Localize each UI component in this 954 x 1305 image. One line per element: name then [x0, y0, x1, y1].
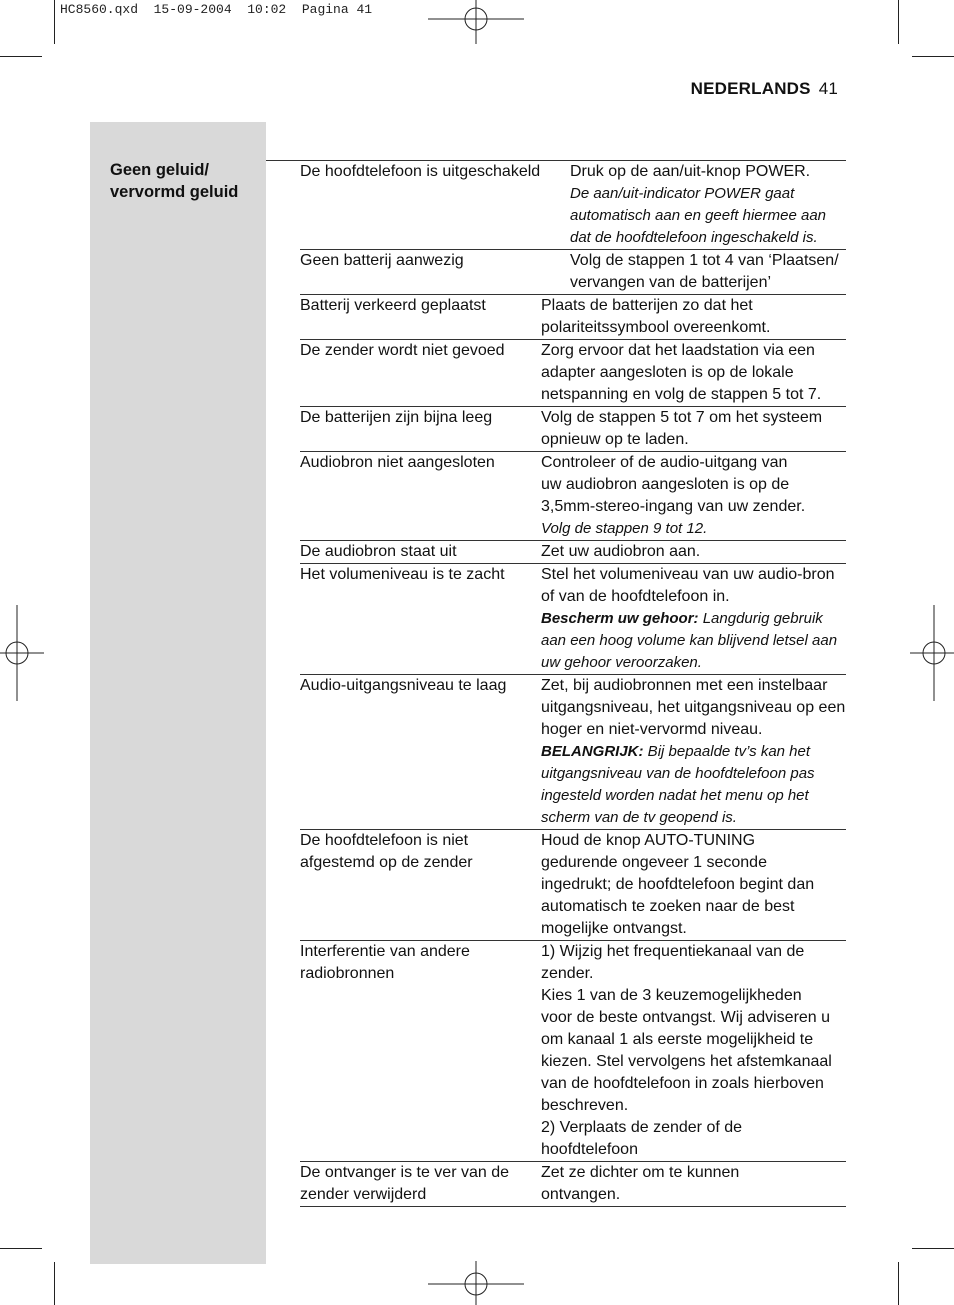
problem-cause: [300, 1162, 541, 1206]
registration-mark-icon: [428, 1261, 524, 1305]
crop-mark: [898, 0, 899, 44]
remedy-text: of van de hoofdtelefoon in.: [541, 588, 730, 605]
remedy-line: [541, 1117, 846, 1139]
crop-mark: [0, 1248, 42, 1249]
remedy-line: [541, 384, 846, 406]
remedy-text: Zorg ervoor dat het laadstation via een: [541, 342, 815, 359]
problem-cause: [300, 407, 541, 451]
problem-cause: [300, 295, 541, 339]
remedy-line: [541, 963, 846, 985]
remedy-text: Volg de stappen 5 tot 7 om het systeem: [541, 409, 823, 426]
remedy-line: [570, 227, 846, 249]
remedy-line: [541, 1162, 846, 1184]
crop-mark: [912, 1248, 954, 1249]
remedy-text: vervangen van de batterijen’: [570, 274, 772, 291]
table-row: [300, 339, 846, 406]
table-row: [300, 160, 846, 249]
remedy-line: [541, 852, 846, 874]
problem-cause: [300, 675, 541, 829]
remedy-line: [570, 250, 846, 272]
problem-cause: [300, 161, 570, 249]
remedy-text: De aan/uit-indicator POWER gaat: [570, 185, 795, 202]
cause-line: Batterij verkeerd geplaatst: [300, 297, 486, 314]
crop-mark: [54, 0, 55, 44]
remedy-text: Volg de stappen 9 tot 12.: [541, 520, 708, 537]
remedy-text: ontvangen.: [541, 1186, 621, 1203]
remedy-text: 1) Wijzig het frequentiekanaal van de: [541, 943, 805, 960]
problem-remedy: [570, 161, 846, 249]
remedy-text: Bij bepaalde tv’s kan het: [643, 743, 811, 760]
crop-mark: [0, 56, 42, 57]
remedy-line: [541, 697, 846, 719]
remedy-text: scherm van de tv geopend is.: [541, 809, 737, 826]
remedy-text: Druk op de aan/uit-knop POWER.: [570, 163, 811, 180]
remedy-line: [570, 161, 846, 183]
cause-line: De hoofdtelefoon is uitgeschakeld: [300, 163, 541, 180]
problem-cause: [300, 941, 541, 1161]
table-row: [300, 563, 846, 674]
remedy-line: [541, 896, 846, 918]
remedy-text: Controleer of de audio-uitgang van: [541, 454, 788, 471]
problem-remedy: [541, 564, 846, 674]
remedy-text: Zet uw audiobron aan.: [541, 543, 701, 560]
remedy-text: Plaats de batterijen zo dat het: [541, 297, 753, 314]
remedy-text: netspanning en volg de stappen 5 tot 7.: [541, 386, 822, 403]
problem-remedy: [541, 340, 846, 406]
remedy-line: [570, 205, 846, 227]
cause-line: Audio-uitgangsniveau te laag: [300, 677, 507, 694]
troubleshooting-table: [300, 160, 846, 1207]
remedy-line: [541, 452, 846, 474]
remedy-text: mogelijke ontvangst.: [541, 920, 687, 937]
remedy-line: [541, 518, 846, 540]
remedy-text: gedurende ongeveer 1 seconde: [541, 854, 767, 871]
table-row: [300, 294, 846, 339]
remedy-text: dat de hoofdtelefoon ingeschakeld is.: [570, 229, 818, 246]
crop-mark: [898, 1262, 899, 1305]
table-row: [300, 1161, 846, 1207]
remedy-text: opnieuw op te laden.: [541, 431, 689, 448]
remedy-line: [541, 496, 846, 518]
sidebar-band: [90, 122, 266, 1264]
remedy-line: [541, 652, 846, 674]
remedy-line: [541, 1007, 846, 1029]
remedy-text: uitgangsniveau van de hoofdtelefoon pas: [541, 765, 815, 782]
remedy-line: [541, 541, 846, 563]
remedy-line: [541, 586, 846, 608]
remedy-text: voor de beste ontvangst. Wij adviseren u: [541, 1009, 831, 1026]
problem-remedy: [541, 1162, 846, 1206]
remedy-text: Zet ze dichter om te kunnen: [541, 1164, 740, 1181]
problem-cause: [300, 340, 541, 406]
remedy-line: [541, 941, 846, 963]
remedy-line: [541, 407, 846, 429]
table-row: [300, 940, 846, 1161]
page-number: 41: [818, 79, 838, 98]
remedy-text: hoger en niet-vervormd niveau.: [541, 721, 763, 738]
problem-remedy: [541, 941, 846, 1161]
problem-cause: [300, 564, 541, 674]
remedy-line: [541, 317, 846, 339]
remedy-line: [570, 183, 846, 205]
problem-remedy: [570, 250, 846, 294]
remedy-line: [541, 1095, 846, 1117]
cause-line: De audiobron staat uit: [300, 543, 457, 560]
problem-remedy: [541, 830, 846, 940]
language-label: NEDERLANDS: [690, 79, 811, 98]
remedy-text: aan een hoog volume kan blijvend letsel aan: [541, 632, 838, 649]
remedy-line: [541, 763, 846, 785]
remedy-text: uw gehoor veroorzaken.: [541, 654, 702, 671]
cause-line: Het volumeniveau is te zacht: [300, 566, 505, 583]
remedy-text: Kies 1 van de 3 keuzemogelijkheden: [541, 987, 802, 1004]
emphasis-label: Bescherm uw gehoor:: [541, 610, 699, 627]
registration-mark-icon: [0, 605, 44, 701]
table-row: [300, 829, 846, 940]
remedy-text: ingesteld worden nadat het menu op het: [541, 787, 809, 804]
remedy-text: zender.: [541, 965, 594, 982]
table-row: [300, 451, 846, 540]
problem-remedy: [541, 407, 846, 451]
remedy-line: [541, 807, 846, 829]
crop-mark: [54, 1262, 55, 1305]
remedy-line: [570, 272, 846, 294]
problem-cause: [300, 830, 541, 940]
section-title-line: vervormd geluid: [110, 183, 239, 201]
remedy-line: [541, 295, 846, 317]
remedy-text: 3,5mm-stereo-ingang van uw zender.: [541, 498, 806, 515]
remedy-line: [541, 608, 846, 630]
cause-line: Interferentie van andere: [300, 943, 470, 960]
remedy-text: beschreven.: [541, 1097, 629, 1114]
remedy-text: kiezen. Stel vervolgens het afstemkanaal: [541, 1053, 832, 1070]
cause-line: De ontvanger is te ver van de: [300, 1164, 510, 1181]
remedy-line: [541, 630, 846, 652]
remedy-text: Volg de stappen 1 tot 4 van ‘Plaatsen/: [570, 252, 839, 269]
table-row: [300, 249, 846, 294]
cause-line: De batterijen zijn bijna leeg: [300, 409, 493, 426]
remedy-text: Langdurig gebruik: [698, 610, 823, 627]
remedy-text: hoofdtelefoon: [541, 1141, 638, 1158]
cause-line: afgestemd op de zender: [300, 854, 473, 871]
remedy-line: [541, 741, 846, 763]
remedy-line: [541, 874, 846, 896]
cause-line: De zender wordt niet gevoed: [300, 342, 505, 359]
remedy-text: Zet, bij audiobronnen met een instelbaar: [541, 677, 828, 694]
problem-remedy: [541, 541, 846, 563]
remedy-line: [541, 830, 846, 852]
remedy-line: [541, 918, 846, 940]
remedy-text: 2) Verplaats de zender of de: [541, 1119, 743, 1136]
cause-line: Audiobron niet aangesloten: [300, 454, 495, 471]
problem-remedy: [541, 452, 846, 540]
table-row: [300, 674, 846, 829]
remedy-text: uitgangsniveau, het uitgangsniveau op een: [541, 699, 846, 716]
remedy-text: polariteitssymbool overeenkomt.: [541, 319, 771, 336]
registration-mark-icon: [910, 605, 954, 701]
table-row: [300, 540, 846, 563]
cause-line: De hoofdtelefoon is niet: [300, 832, 469, 849]
problem-cause: [300, 541, 541, 563]
remedy-line: [541, 362, 846, 384]
crop-mark: [912, 56, 954, 57]
remedy-line: [541, 474, 846, 496]
remedy-text: Houd de knop AUTO-TUNING: [541, 832, 756, 849]
cause-line: zender verwijderd: [300, 1186, 427, 1203]
cause-line: Geen batterij aanwezig: [300, 252, 464, 269]
remedy-text: van de hoofdtelefoon in zoals hierboven: [541, 1075, 824, 1092]
remedy-line: [541, 1139, 846, 1161]
remedy-line: [541, 340, 846, 362]
remedy-line: [541, 719, 846, 741]
table-row: [300, 406, 846, 451]
remedy-line: [541, 429, 846, 451]
remedy-text: om kanaal 1 als eerste mogelijkheid te: [541, 1031, 814, 1048]
remedy-line: [541, 1073, 846, 1095]
remedy-line: [541, 1029, 846, 1051]
problem-cause: [300, 452, 541, 540]
page-header: [691, 79, 838, 99]
remedy-line: [541, 675, 846, 697]
registration-mark-icon: [428, 0, 524, 44]
section-title-line: Geen geluid/: [110, 161, 210, 179]
remedy-text: automatisch aan en geeft hiermee aan: [570, 207, 827, 224]
problem-remedy: [541, 675, 846, 829]
section-title: [110, 159, 270, 203]
cause-line: radiobronnen: [300, 965, 395, 982]
emphasis-label: BELANGRIJK:: [541, 743, 644, 760]
remedy-line: [541, 1184, 846, 1206]
remedy-line: [541, 985, 846, 1007]
remedy-line: [541, 1051, 846, 1073]
remedy-text: adapter aangesloten is op de lokale: [541, 364, 794, 381]
remedy-line: [541, 785, 846, 807]
problem-cause: [300, 250, 570, 294]
remedy-line: [541, 564, 846, 586]
problem-remedy: [541, 295, 846, 339]
remedy-text: automatisch te zoeken naar de best: [541, 898, 795, 915]
file-slug: HC8560.qxd 15-09-2004 10:02 Pagina 41: [60, 2, 373, 17]
remedy-text: ingedrukt; de hoofdtelefoon begint dan: [541, 876, 815, 893]
remedy-text: uw audiobron aangesloten is op de: [541, 476, 790, 493]
remedy-text: Stel het volumeniveau van uw audio-bron: [541, 566, 835, 583]
